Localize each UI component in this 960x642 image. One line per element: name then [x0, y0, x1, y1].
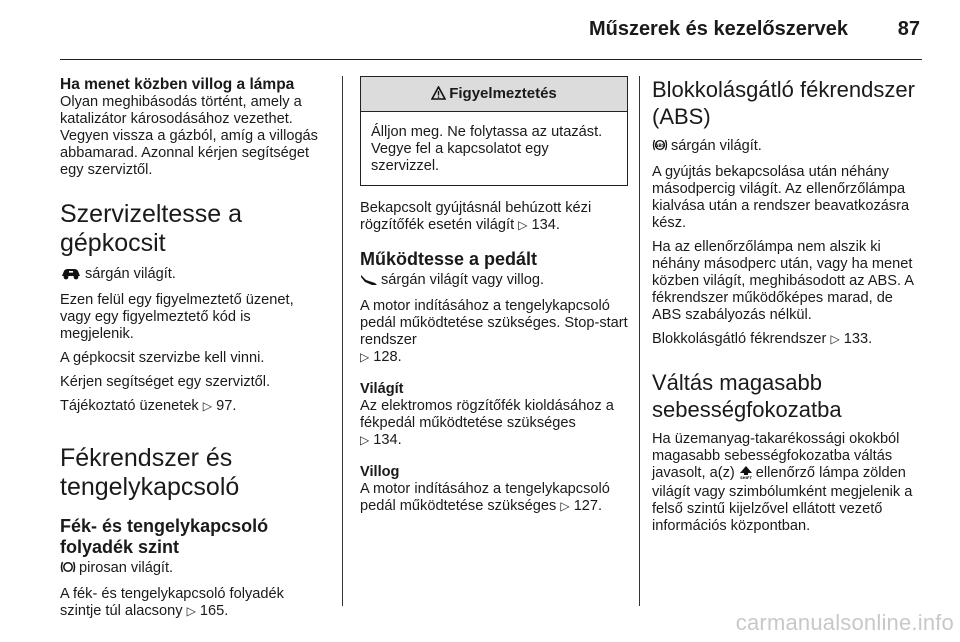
paragraph [652, 431, 922, 535]
reference-text: A motor indításához a tengelykapcsoló pedál működtetése szükséges [360, 481, 610, 514]
paragraph [360, 200, 628, 234]
svg-text:SHIFT: SHIFT [739, 475, 752, 479]
status-text: sárgán világít vagy villog. [381, 272, 545, 288]
page-ref: 134. [373, 432, 402, 448]
section-title-shift-up: Váltás magasabb sebességfokozatba [652, 370, 842, 422]
warning-box [360, 76, 628, 186]
paragraph [60, 266, 328, 285]
page-ref-arrow-icon: ▷ [202, 399, 213, 413]
watermark: carmanualsonline.info [735, 610, 954, 635]
warning-header [361, 77, 627, 112]
page-ref-arrow-icon: ▷ [518, 218, 528, 232]
paragraph [360, 272, 628, 291]
page-header [0, 0, 960, 56]
section-title-brakes: Fékrendszer és tengelykapcsoló [60, 444, 240, 501]
header-rule [60, 59, 922, 60]
status-text: sárgán világít. [671, 138, 762, 154]
column-divider [639, 76, 640, 606]
column-divider [342, 76, 343, 606]
shift-up-icon [739, 466, 753, 484]
paragraph: Ha az ellenőrzőlámpa nem alszik ki néhány másodperc után, vagy ha menet közben világít, meghibásodott az ABS. A fékrendszer működőképes marad, de ABS szabályozás nélkül. [652, 239, 914, 323]
page-ref: 127. [573, 498, 603, 514]
paragraph: Ezen felül egy figyelmeztető üzenet, vagy egy figyelmeztető kód is megjelenik. [60, 292, 294, 342]
page-ref: 134. [531, 217, 560, 233]
subsection-title-flashes: Villog [360, 464, 400, 480]
reference-text: Blokkolásgátló fékrendszer [652, 331, 827, 347]
page-ref-arrow-icon: ▷ [830, 332, 840, 346]
reference-text: Bekapcsolt gyújtásnál behúzott kézi rögzítőfék esetén világít [360, 200, 592, 233]
reference-text: Tájékoztató üzenetek [60, 398, 199, 414]
column-3 [652, 76, 922, 542]
paragraph [360, 481, 628, 515]
section-title-press-pedal: Működtesse a pedált [360, 249, 538, 269]
paragraph-text: Ha üzemanyag-takarékossági okokból magasabb sebességfokozatba váltás javasolt, a(z) [652, 431, 900, 481]
section-title-lamp-flashing: Ha menet közben villog a lámpa [60, 76, 295, 93]
paragraph [652, 331, 922, 348]
page-ref: 165. [199, 603, 229, 619]
page-ref-arrow-icon: ▷ [360, 433, 370, 447]
paragraph: Kérjen segítséget egy szerviztől. [60, 374, 271, 390]
section-title-abs: Blokkolásgátló fékrendszer (ABS) [652, 77, 915, 129]
pedal-icon [360, 273, 378, 291]
svg-text:ABS: ABS [654, 144, 666, 149]
paragraph [60, 398, 328, 415]
reference-text: Az elektromos rögzítőfék kioldásához a fékpedál működtetése szükséges [360, 398, 614, 431]
paragraph [652, 138, 922, 157]
reference-text: A fék- és tengelykapcsoló folyadék szintje túl alacsony [60, 586, 284, 619]
paragraph [60, 560, 328, 579]
page-ref: 133. [843, 331, 873, 347]
warning-text: Álljon meg. Ne folytassa az utazást. Vegye fel a kapcsolatot egy szervizzel. [371, 124, 603, 174]
page-number: 87 [897, 18, 920, 40]
car-wrench-icon [60, 267, 82, 285]
warning-triangle-icon [431, 79, 446, 113]
paragraph [360, 298, 628, 366]
brake-circle-icon [60, 560, 76, 579]
paragraph: Olyan meghibásodás történt, amely a katalizátor károsodásához vezethet. Vegyen vissza a gázból, amíg a villogás abbamarad. Azonnal kérjen segítséget egy szerviztől. [60, 94, 318, 178]
column-2 [360, 76, 628, 522]
section-title-service: Szervizeltesse a gépkocsit [60, 200, 243, 257]
column-1 [60, 76, 328, 627]
subsection-title-lights: Világít [360, 381, 404, 397]
warning-title: Figyelmeztetés [449, 85, 557, 102]
page-ref: 128. [373, 349, 402, 365]
page-ref-arrow-icon: ▷ [186, 604, 196, 618]
paragraph-text: ellenőrző lámpa zölden világít vagy szimbólumként megjelenik a felső szintű kijelzővel ellátott vezető információs központban. [652, 465, 913, 534]
subsection-title-fluid-level: Fék- és tengelykapcsoló folyadék szint [60, 516, 269, 557]
page-ref-arrow-icon: ▷ [360, 350, 370, 364]
status-text: sárgán világít. [85, 266, 176, 282]
abs-icon [652, 138, 668, 157]
paragraph: A gépkocsit szervizbe kell vinni. [60, 350, 265, 366]
paragraph [360, 398, 628, 449]
reference-text: A motor indításához a tengelykapcsoló pedál működtetése szükséges. Stop-start rendszer [360, 298, 628, 348]
paragraph [60, 586, 328, 620]
status-text: pirosan világít. [79, 560, 174, 576]
page-header-title: Műszerek és kezelőszervek [588, 18, 848, 40]
paragraph: A gyújtás bekapcsolása után néhány másodpercig világít. Az ellenőrzőlámpa kialvása után a rendszer beavatkozásra kész. [652, 164, 910, 231]
page-ref-arrow-icon: ▷ [560, 499, 570, 513]
page-ref: 97. [216, 398, 237, 414]
